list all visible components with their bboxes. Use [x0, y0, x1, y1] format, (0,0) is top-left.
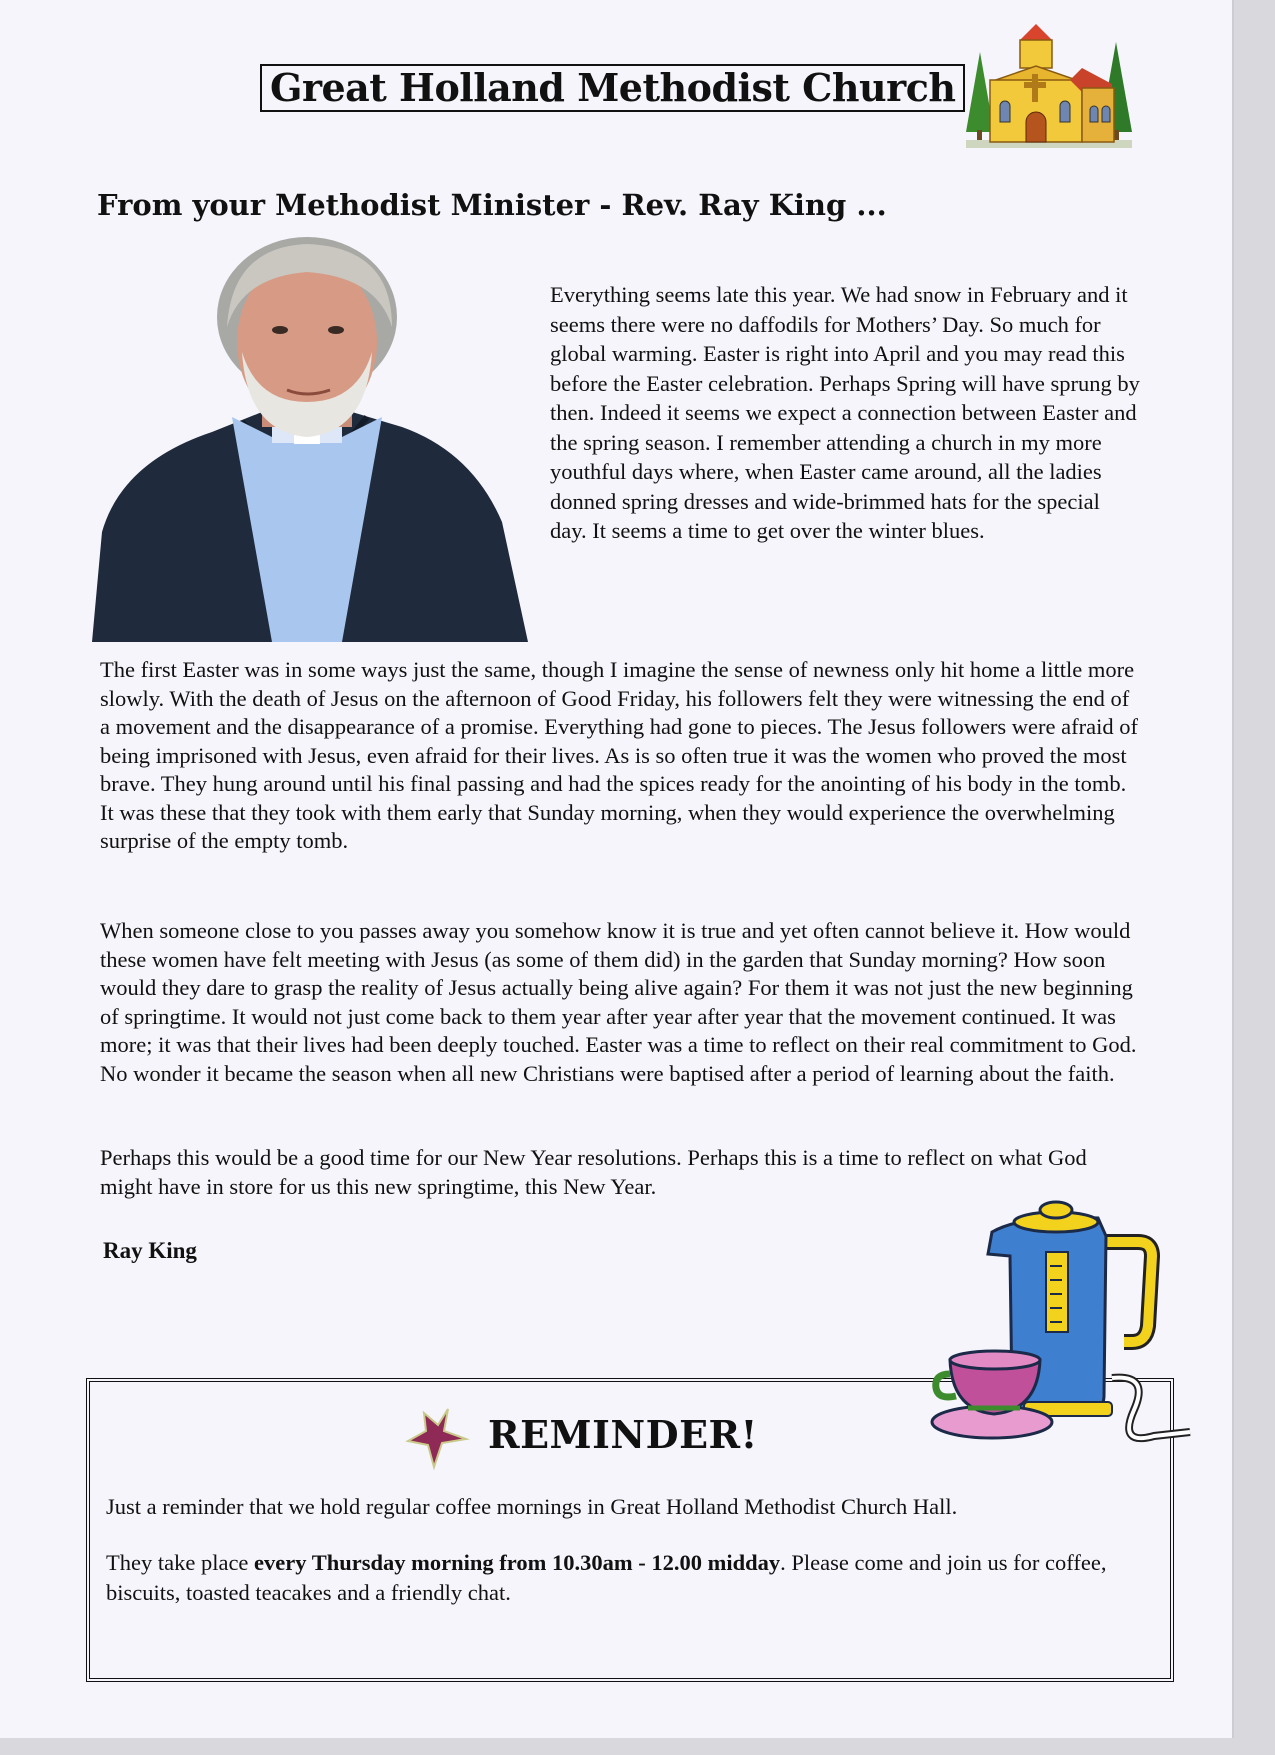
reminder-time: every Thursday morning from 10.30am - 12.00 midday	[254, 1550, 781, 1575]
reminder-title: REMINDER!	[488, 1412, 758, 1457]
signature: Ray King	[103, 1238, 197, 1263]
reminder-line-2-suffix: . Please come and join us for coffee, biscuits, toasted teacakes and a friendly chat.	[106, 1550, 1107, 1605]
star-icon	[404, 1405, 472, 1471]
kettle-and-cup-icon	[928, 1196, 1198, 1468]
page-title-box	[260, 64, 965, 112]
reminder-line-2	[106, 1548, 1146, 1608]
article-heading: From your Methodist Minister - Rev. Ray King ...	[97, 188, 887, 222]
reminder-line-2-prefix: They take place	[106, 1550, 255, 1575]
minister-portrait	[92, 232, 528, 642]
paragraph-3: Perhaps this would be a good time for our New Year resolutions. Perhaps this is a time to reflect on what God might have in store for us this new springtime, this New Year.	[100, 1145, 1087, 1199]
reminder-line-1: Just a reminder that we hold regular coffee mornings in Great Holland Methodist Church Hall.	[106, 1494, 958, 1519]
church-icon	[962, 22, 1136, 156]
intro-paragraph: Everything seems late this year. We had snow in February and it seems there were no daffodils for Mothers’ Day. So much for global warming. Easter is right into April and you may read this before the Easter celebration. Perhaps Spring will have sprung by then. Indeed it seems we expect a connection between Easter and the spring season. I remember attending a church in my more youthful days where, when Easter came around, all the ladies donned spring dresses and wide-brimmed hats for the special day. It seems a time to get over the winter blues.	[550, 282, 1140, 543]
paragraph-2: When someone close to you passes away you somehow know it is true and yet often cannot believe it. How would these women have felt meeting with Jesus (as some of them did) in the garden that Sunday morning? How soon would they dare to grasp the reality of Jesus actually being alive again? For them it was not just the new beginning of springtime. It would not just come back to them year after year after year that the movement continued. It was more; it was that their lives had been deeply touched. Easter was a time to reflect on their real commitment to God. No wonder it became the season when all new Christians were baptised after a period of learning about the faith.	[100, 918, 1137, 1086]
page-title: Great Holland Methodist Church	[270, 65, 956, 110]
paragraph-1: The first Easter was in some ways just the same, though I imagine the sense of newness only hit home a little more slowly. With the death of Jesus on the afternoon of Good Friday, his followers felt they were witnessing the end of a movement and the disappearance of a promise. Everything had gone to pieces. The Jesus followers were afraid of being imprisoned with Jesus, even afraid for their lives. As is so often true it was the women who proved the most brave. They hung around until his final passing and had the spices ready for the anointing of his body in the tomb. It was these that they took with them early that Sunday morning, when they would experience the overwhelming surprise of the empty tomb.	[100, 657, 1138, 853]
